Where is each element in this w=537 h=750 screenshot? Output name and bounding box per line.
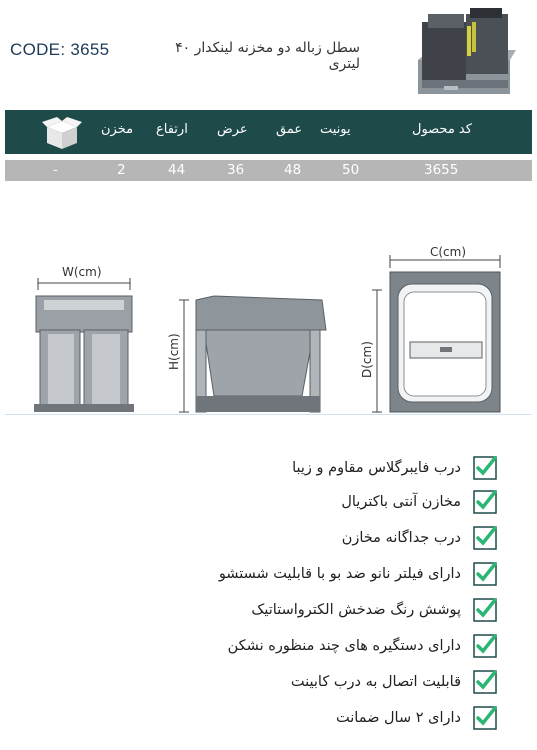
product-code: CODE: 3655 — [10, 40, 110, 59]
check-icon — [473, 562, 497, 586]
dimension-drawings — [0, 230, 537, 430]
feature-item — [342, 524, 497, 552]
check-icon — [473, 526, 497, 550]
feature-item — [219, 560, 497, 588]
d-label: D(cm) — [360, 341, 374, 378]
feature-text: دارای فیلتر نانو ضد بو با قابلیت شستشو — [218, 566, 461, 582]
check-icon — [473, 598, 497, 622]
feature-item — [292, 454, 497, 482]
value-width: 36 — [227, 162, 245, 178]
spec-values-bar — [5, 160, 532, 181]
check-icon — [473, 670, 497, 694]
height-label: H(cm) — [167, 333, 181, 370]
width-label: W(cm) — [62, 265, 102, 279]
value-depth: 48 — [284, 162, 302, 178]
header-unit: یونیت — [320, 122, 351, 137]
header-product-code: کد محصول — [412, 122, 472, 137]
feature-text: دارای دستگیره های چند منظوره نشکن — [227, 638, 461, 654]
spec-header-bar — [5, 110, 532, 154]
feature-item — [228, 632, 497, 660]
box-icon — [41, 115, 83, 151]
value-bins: 2 — [117, 162, 126, 178]
header-depth: عمق — [276, 122, 303, 137]
feature-text: دارای ۲ سال ضمانت — [336, 710, 461, 726]
value-product-code: 3655 — [424, 162, 459, 178]
check-icon — [473, 490, 497, 514]
feature-text: درب جداگانه مخازن — [341, 530, 461, 546]
feature-item — [341, 488, 497, 516]
product-image — [408, 4, 516, 100]
feature-text: پوشش رنگ ضدخش الکترواستاتیک — [251, 602, 461, 618]
header-bins: مخزن — [101, 122, 134, 137]
feature-item — [336, 704, 497, 732]
value-box: - — [53, 162, 58, 178]
feature-text: قابلیت اتصال به درب کابینت — [290, 674, 461, 690]
c-label: C(cm) — [430, 245, 467, 259]
feature-text: درب فایبرگلاس مقاوم و زیبا — [292, 460, 461, 476]
feature-item — [251, 596, 497, 624]
feature-text: مخازن آنتی باکتریال — [341, 494, 461, 510]
value-unit: 50 — [342, 162, 360, 178]
header-height: ارتفاع — [156, 122, 188, 137]
side-view-drawing — [179, 296, 326, 412]
feature-item — [291, 668, 497, 696]
header-width: عرض — [217, 122, 248, 137]
check-icon — [473, 706, 497, 730]
drawing-baseline — [5, 414, 532, 415]
check-icon — [473, 456, 497, 480]
check-icon — [473, 634, 497, 658]
top-view-drawing — [372, 255, 500, 412]
front-view-drawing — [34, 278, 134, 412]
product-title: سطل زباله دو مخزنه لینکدار ۴۰ لیتری — [175, 40, 360, 72]
value-height: 44 — [168, 162, 186, 178]
